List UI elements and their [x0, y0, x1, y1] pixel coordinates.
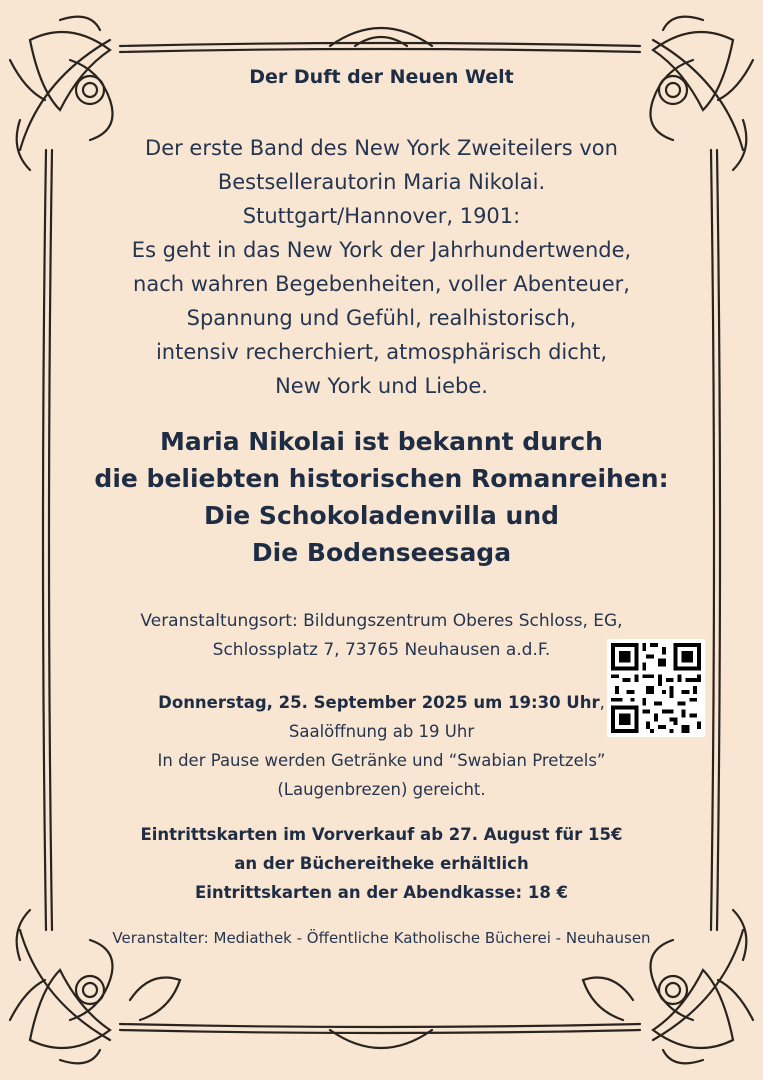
ticket-line: Eintrittskarten an der Abendkasse: 18 €: [194, 883, 569, 902]
venue-line: Veranstaltungsort: Bildungszentrum Oberes Schloss, EG,: [140, 611, 623, 631]
doors-open: Saalöffnung ab 19 Uhr: [288, 722, 475, 741]
venue-line: Schlossplatz 7, 73765 Neuhausen a.d.F.: [212, 640, 551, 660]
intro-text: [60, 131, 703, 403]
pause-info: In der Pause werden Getränke und “Swabian Pretzels”: [157, 751, 606, 770]
intro-line: nach wahren Begebenheiten, voller Abenteuer,: [133, 272, 630, 296]
intro-line: intensiv recherchiert, atmosphärisch dicht,: [155, 340, 608, 364]
intro-line: Der erste Band des New York Zweiteilers von: [145, 136, 618, 160]
known-line: Die Schokoladenvilla und: [203, 501, 560, 530]
event-date: Donnerstag, 25. September 2025 um 19:30 Uhr: [158, 693, 600, 712]
intro-line: Stuttgart/Hannover, 1901:: [242, 204, 521, 228]
qr-code-icon[interactable]: [607, 639, 705, 737]
known-line: die beliebten historischen Romanreihen:: [94, 464, 669, 493]
pause-info-2: (Laugenbrezen) gereicht.: [277, 780, 486, 799]
event-date-suffix: ,: [599, 693, 605, 712]
event-title: Der Duft der Neuen Welt: [249, 66, 514, 88]
known-line: Maria Nikolai ist bekannt durch: [160, 427, 603, 456]
intro-line: Bestsellerautorin Maria Nikolai.: [217, 170, 546, 194]
known-line: Die Bodenseesaga: [251, 538, 512, 567]
intro-line: Es geht in das New York der Jahrhundertwende,: [131, 238, 632, 262]
intro-line: Spannung und Gefühl, realhistorisch,: [186, 306, 577, 330]
ticket-line: Eintrittskarten im Vorverkauf ab 27. August für 15€: [140, 825, 623, 844]
organizer: Veranstalter: Mediathek - Öffentliche Katholische Bücherei - Neuhausen: [112, 929, 651, 947]
intro-line: New York und Liebe.: [275, 374, 488, 398]
author-known-for: [60, 423, 703, 571]
ticket-line: an der Büchereitheke erhältlich: [234, 854, 529, 873]
ticket-info: [60, 820, 703, 907]
